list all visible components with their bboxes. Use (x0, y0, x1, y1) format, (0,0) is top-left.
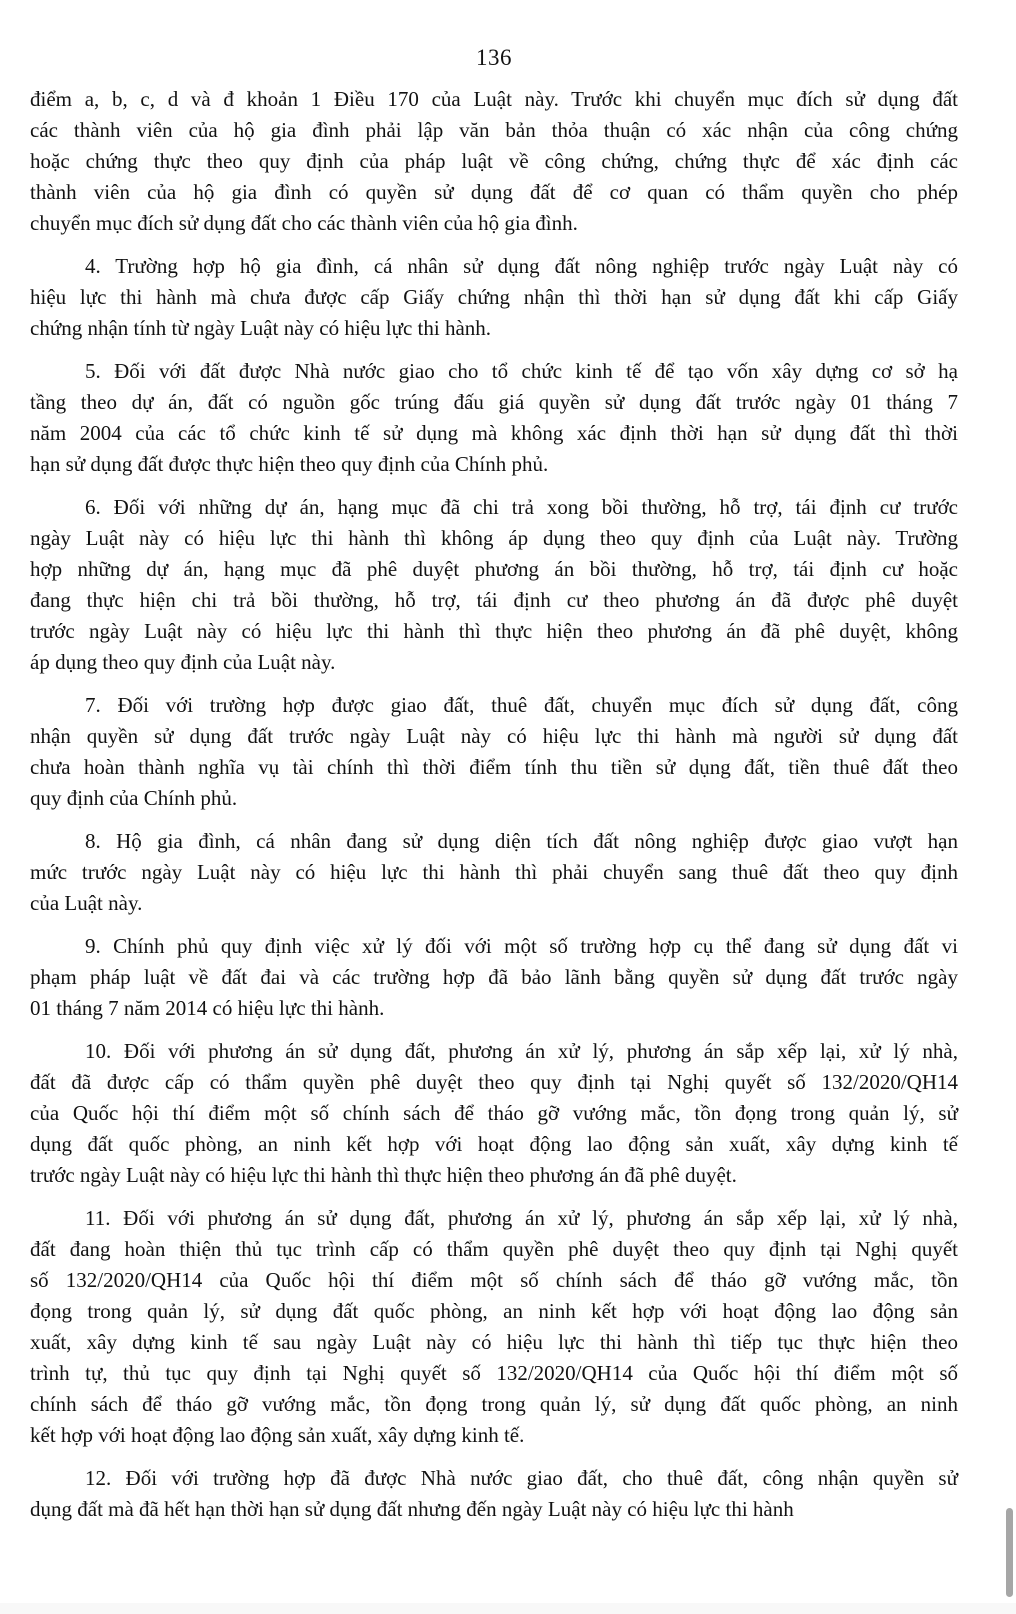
text-line: trước ngày Luật này có hiệu lực thi hành thì thực hiện theo phương án đã phê duyệt, không (30, 619, 958, 643)
text-line: đất đã được cấp có thẩm quyền phê duyệt theo quy định tại Nghị quyết số 132/2020/QH14 (30, 1070, 958, 1094)
text-line: số 132/2020/QH14 của Quốc hội thí điểm một số chính sách để tháo gỡ vướng mắc, tồn (30, 1268, 958, 1292)
text-line: hạn sử dụng đất được thực hiện theo quy định của Chính phủ. (30, 452, 549, 476)
footer-strip (0, 1603, 1016, 1614)
text-line: quy định của Chính phủ. (30, 786, 238, 810)
text-line: thành viên của hộ gia đình có quyền sử dụng đất để cơ quan có thẩm quyền cho phép (30, 180, 958, 204)
text-line: tầng theo dự án, đất có nguồn gốc trúng đấu giá quyền sử dụng đất trước ngày 01 tháng 7 (30, 390, 958, 414)
paragraph (30, 1203, 958, 1451)
text-line: 5. Đối với đất được Nhà nước giao cho tổ chức kinh tế để tạo vốn xây dựng cơ sở hạ (85, 359, 958, 383)
text-line: 10. Đối với phương án sử dụng đất, phương án xử lý, phương án sắp xếp lại, xử lý nhà, (85, 1039, 958, 1063)
document-body (30, 84, 958, 1525)
text-line: chuyển mục đích sử dụng đất cho các thành viên của hộ gia đình. (30, 211, 578, 235)
text-line: chính sách để tháo gỡ vướng mắc, tồn đọng trong quản lý, sử dụng đất quốc phòng, an ninh (30, 1392, 958, 1416)
paragraph (30, 84, 958, 239)
document-page (30, 0, 958, 1537)
text-line: các thành viên của hộ gia đình phải lập văn bản thỏa thuận có xác nhận của công chứng (30, 118, 958, 142)
text-line: của Quốc hội thí điểm một số chính sách để tháo gỡ vướng mắc, tồn đọng trong quản lý, sử (30, 1101, 958, 1125)
text-line: điểm a, b, c, d và đ khoản 1 Điều 170 của Luật này. Trước khi chuyển mục đích sử dụng đất (30, 87, 958, 111)
text-line: 01 tháng 7 năm 2014 có hiệu lực thi hành. (30, 996, 385, 1020)
text-line: áp dụng theo quy định của Luật này. (30, 650, 336, 674)
text-line: xuất, xây dựng kinh tế sau ngày Luật này có hiệu lực thi hành thì tiếp tục thực hiện theo (30, 1330, 958, 1354)
text-line: dụng đất quốc phòng, an ninh kết hợp với hoạt động lao động sản xuất, xây dựng kinh tế (30, 1132, 958, 1156)
text-line: đang thực hiện chi trả bồi thường, hỗ trợ, tái định cư theo phương án đã được phê duyệt (30, 588, 958, 612)
text-line: 7. Đối với trường hợp được giao đất, thuê đất, chuyển mục đích sử dụng đất, công (85, 693, 958, 717)
paragraph (30, 690, 958, 814)
text-line: 4. Trường hợp hộ gia đình, cá nhân sử dụng đất nông nghiệp trước ngày Luật này có (85, 254, 958, 278)
text-line: 9. Chính phủ quy định việc xử lý đối với một số trường hợp cụ thể đang sử dụng đất vi (85, 934, 958, 958)
text-line: 12. Đối với trường hợp đã được Nhà nước giao đất, cho thuê đất, công nhận quyền sử (85, 1466, 958, 1490)
text-line: ngày Luật này có hiệu lực thi hành thì không áp dụng theo quy định của Luật này. Trường (30, 526, 958, 550)
text-line: 8. Hộ gia đình, cá nhân đang sử dụng diện tích đất nông nghiệp được giao vượt hạn (85, 829, 958, 853)
text-line: trước ngày Luật này có hiệu lực thi hành thì thực hiện theo phương án đã phê duyệt. (30, 1163, 737, 1187)
text-line: mức trước ngày Luật này có hiệu lực thi hành thì phải chuyển sang thuê đất theo quy định (30, 860, 958, 884)
text-line: chưa hoàn thành nghĩa vụ tài chính thì thời điểm tính thu tiền sử dụng đất, tiền thuê đất theo (30, 755, 958, 779)
text-line: đất đang hoàn thiện thủ tục trình cấp có thẩm quyền phê duyệt theo quy định tại Nghị quyết (30, 1237, 958, 1261)
text-line: hoặc chứng thực theo quy định của pháp luật về công chứng, chứng thực để xác định các (30, 149, 958, 173)
text-line: năm 2004 của các tổ chức kinh tế sử dụng mà không xác định thời hạn sử dụng đất thì thời (30, 421, 958, 445)
paragraph (30, 1463, 958, 1525)
paragraph (30, 1036, 958, 1191)
text-line: chứng nhận tính từ ngày Luật này có hiệu lực thi hành. (30, 316, 492, 340)
text-line: nhận quyền sử dụng đất trước ngày Luật này có hiệu lực thi hành mà người sử dụng đất (30, 724, 958, 748)
paragraph (30, 356, 958, 480)
text-line: của Luật này. (30, 891, 143, 915)
text-line: hiệu lực thi hành mà chưa được cấp Giấy chứng nhận thì thời hạn sử dụng đất khi cấp Giấy (30, 285, 958, 309)
text-line: 11. Đối với phương án sử dụng đất, phương án xử lý, phương án sắp xếp lại, xử lý nhà, (85, 1206, 958, 1230)
text-line: trình tự, thủ tục quy định tại Nghị quyết số 132/2020/QH14 của Quốc hội thí điểm một số (30, 1361, 958, 1385)
paragraph (30, 251, 958, 344)
paragraph (30, 492, 958, 678)
text-line: đọng trong quản lý, sử dụng đất quốc phòng, an ninh kết hợp với hoạt động lao động sản (30, 1299, 958, 1323)
scrollbar-thumb[interactable] (1006, 1508, 1013, 1597)
paragraph (30, 931, 958, 1024)
text-line: 6. Đối với những dự án, hạng mục đã chi trả xong bồi thường, hỗ trợ, tái định cư trước (85, 495, 958, 519)
text-line: hợp những dự án, hạng mục đã phê duyệt phương án bồi thường, hỗ trợ, tái định cư hoặc (30, 557, 958, 581)
page-number: 136 (476, 45, 512, 70)
text-line: kết hợp với hoạt động lao động sản xuất, xây dựng kinh tế. (30, 1423, 525, 1447)
text-line: dụng đất mà đã hết hạn thời hạn sử dụng đất nhưng đến ngày Luật này có hiệu lực thi hành (30, 1497, 794, 1521)
text-line: phạm pháp luật về đất đai và các trường hợp đã bảo lãnh bằng quyền sử dụng đất trước ngày (30, 965, 958, 989)
paragraph (30, 826, 958, 919)
